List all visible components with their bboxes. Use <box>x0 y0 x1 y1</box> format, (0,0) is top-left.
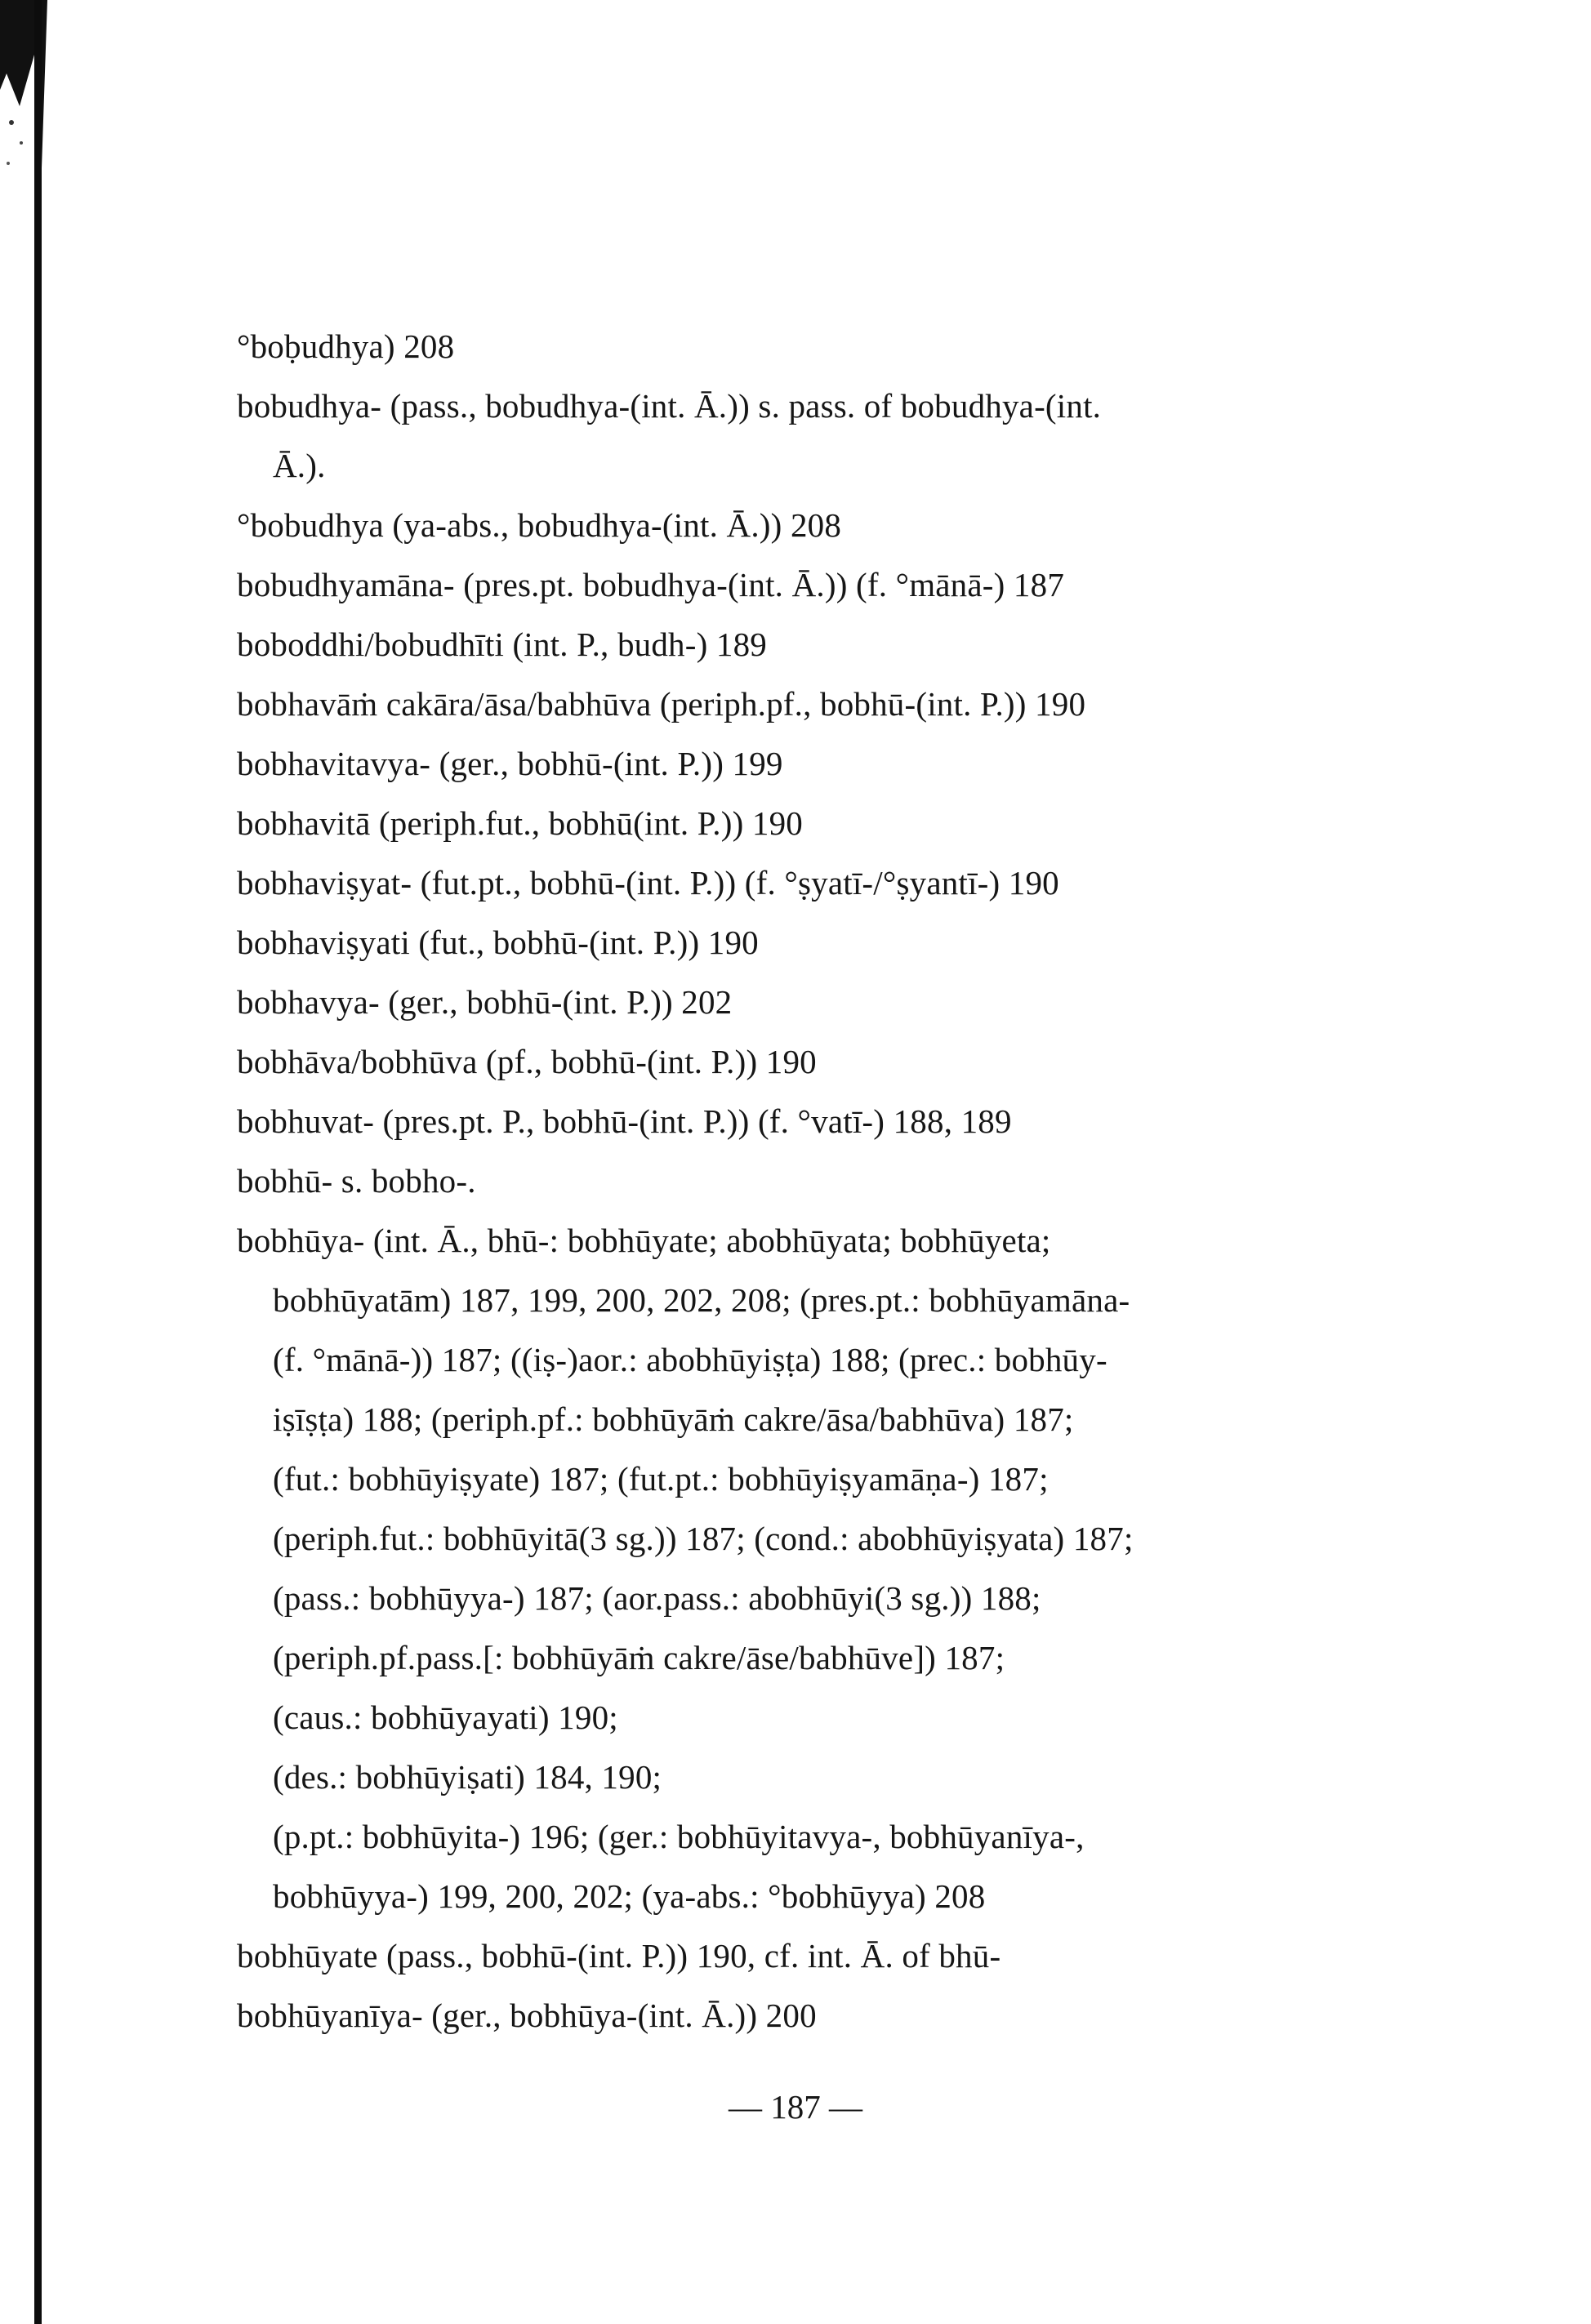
dictionary-entry-continuation: iṣīṣṭa) 188; (periph.pf.: bobhūyāṁ cakre/āsa/babhūva) 187; <box>273 1400 1074 1438</box>
dictionary-entry-continuation: (fut.: bobhūyiṣyate) 187; (fut.pt.: bobhūyiṣyamāṇa-) 187; <box>273 1460 1049 1498</box>
dictionary-entry: bobhūyate (pass., bobhū-(int. P.)) 190, cf. int. Ā. of bhū- <box>237 1937 1001 1975</box>
dictionary-entry-continuation: (pass.: bobhūyya-) 187; (aor.pass.: abobhūyi(3 sg.)) 188; <box>273 1579 1041 1617</box>
dictionary-entry-continuation: bobhūyatām) 187, 199, 200, 202, 208; (pres.pt.: bobhūyamāna- <box>273 1281 1130 1319</box>
page-number: — 187 — <box>729 2088 862 2126</box>
dictionary-entry-continuation: bobhūyya-) 199, 200, 202; (ya-abs.: °bobhūyya) 208 <box>273 1877 986 1915</box>
dictionary-entry: bobudhyamāna- (pres.pt. bobudhya-(int. Ā.)) (f. °mānā-) 187 <box>237 566 1065 603</box>
dictionary-text-column <box>237 317 1364 2046</box>
dictionary-entry: °bobudhya (ya-abs., bobudhya-(int. Ā.)) 208 <box>237 506 842 544</box>
dictionary-entry: bobhūya- (int. Ā., bhū-: bobhūyate; abobhūyata; bobhūyeta; <box>237 1222 1051 1259</box>
dictionary-entry: bobhuvat- (pres.pt. P., bobhū-(int. P.)) (f. °vatī-) 188, 189 <box>237 1102 1012 1140</box>
dictionary-entry: boboddhi/bobudhīti (int. P., budh-) 189 <box>237 626 768 663</box>
dictionary-entry-continuation: (p.pt.: bobhūyita-) 196; (ger.: bobhūyitavya-, bobhūyanīya-, <box>273 1818 1085 1855</box>
dictionary-entry: bobhaviṣyati (fut., bobhū-(int. P.)) 190 <box>237 924 759 961</box>
dictionary-entry: bobhavitā (periph.fut., bobhū(int. P.)) 190 <box>237 804 803 842</box>
dictionary-entry: bobhūyanīya- (ger., bobhūya-(int. Ā.)) 200 <box>237 1997 817 2034</box>
dictionary-entry: °boḅudhya) 208 <box>237 327 455 365</box>
dictionary-entry-continuation: Ā.). <box>273 447 326 484</box>
dictionary-entry: bobhāva/bobhūva (pf., bobhū-(int. P.)) 190 <box>237 1043 817 1080</box>
dictionary-entry-continuation: (caus.: bobhūyayati) 190; <box>273 1698 618 1736</box>
dictionary-entry: bobudhya- (pass., bobudhya-(int. Ā.)) s. pass. of bobudhya-(int. <box>237 387 1102 425</box>
dictionary-entry: bobhū- s. bobho-. <box>237 1162 476 1200</box>
binding-dark-strip <box>34 0 42 2324</box>
dictionary-entry: bobhaviṣyat- (fut.pt., bobhū-(int. P.)) (f. °ṣyatī-/°ṣyantī-) 190 <box>237 864 1059 902</box>
dictionary-entry-continuation: (des.: bobhūyiṣati) 184, 190; <box>273 1758 662 1796</box>
dictionary-entry: bobhavitavya- (ger., bobhū-(int. P.)) 199 <box>237 745 783 782</box>
dictionary-entry-continuation: (periph.pf.pass.[: bobhūyāṁ cakre/āse/babhūve]) 187; <box>273 1639 1005 1676</box>
page-binding-edge <box>0 0 47 2324</box>
dictionary-entry-continuation: (f. °mānā-)) 187; ((iṣ-)aor.: abobhūyiṣṭa) 188; (prec.: bobhūy- <box>273 1341 1107 1378</box>
dictionary-entry-continuation: (periph.fut.: bobhūyitā(3 sg.)) 187; (cond.: abobhūyiṣyata) 187; <box>273 1520 1134 1557</box>
dictionary-entry: bobhavāṁ cakāra/āsa/babhūva (periph.pf., bobhū-(int. P.)) 190 <box>237 685 1086 723</box>
dictionary-entry: bobhavya- (ger., bobhū-(int. P.)) 202 <box>237 983 733 1021</box>
